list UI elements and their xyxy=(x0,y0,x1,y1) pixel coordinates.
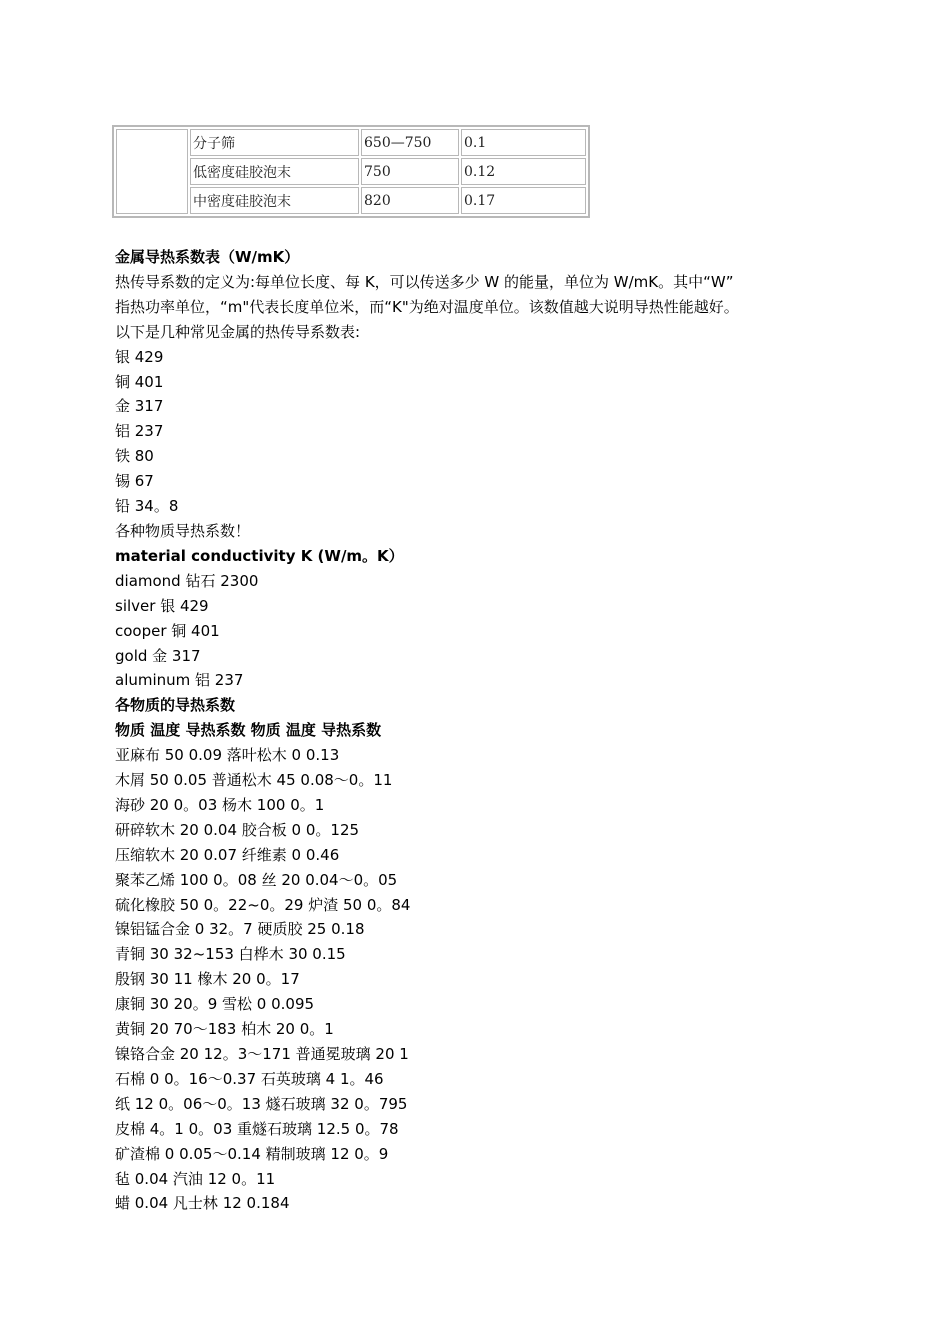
table-cell: 0.12 xyxy=(461,158,586,185)
text-line: 锡 67 xyxy=(115,472,154,491)
text-line: 铁 80 xyxy=(115,447,154,466)
section-heading: material conductivity K (W/m。K） xyxy=(115,546,404,565)
text-line: 亚麻布 50 0.09 落叶松木 0 0.13 xyxy=(115,746,340,765)
text-line: 以下是几种常见金属的热传导系数表: xyxy=(115,322,361,341)
table-cell: 820 xyxy=(361,187,459,214)
text-line: 指热功率单位，“m"代表长度单位米，而“K"为绝对温度单位。该数值越大说明导热性能越好。 xyxy=(115,297,739,316)
text-line: 康铜 30 20。9 雪松 0 0.095 xyxy=(115,995,315,1014)
text-line: 矿渣棉 0 0.05～0.14 精制玻璃 12 0。9 xyxy=(115,1144,389,1163)
text-line: 黄铜 20 70～183 柏木 20 0。1 xyxy=(115,1020,334,1039)
text-line: aluminum 铝 237 xyxy=(115,671,244,690)
section-heading: 金属导热系数表（W/mK） xyxy=(115,248,300,266)
table-cell: 750 xyxy=(361,158,459,185)
text-line: diamond 钻石 2300 xyxy=(115,571,259,590)
text-line: 聚苯乙烯 100 0。08 丝 20 0.04～0。05 xyxy=(115,870,398,889)
table-cell: 中密度硅胶泡末 xyxy=(190,187,359,214)
text-line: 压缩软木 20 0.07 纤维素 0 0.46 xyxy=(115,845,340,864)
text-line: 铝 237 xyxy=(115,422,164,441)
text-line: 各种物质导热系数！ xyxy=(115,521,251,540)
table-row xyxy=(116,129,586,156)
text-line: 石棉 0 0。16～0.37 石英玻璃 4 1。46 xyxy=(115,1069,384,1088)
text-line: 铜 401 xyxy=(115,372,164,391)
text-line: 硫化橡胶 50 0。22~0。29 炉渣 50 0。84 xyxy=(115,895,411,914)
text-line: 镍铝锰合金 0 32。7 硬质胶 25 0.18 xyxy=(115,920,365,939)
text-line: 蜡 0.04 凡士林 12 0.184 xyxy=(115,1194,290,1213)
section-heading: 物质 温度 导热系数 物质 温度 导热系数 xyxy=(115,721,382,740)
text-line: 研碎软木 20 0.04 胶合板 0 0。125 xyxy=(115,820,360,839)
text-line: 金 317 xyxy=(115,397,164,416)
text-line: 纸 12 0。06～0。13 燧石玻璃 32 0。795 xyxy=(115,1094,408,1113)
section-heading: 各物质的导热系数 xyxy=(115,696,236,715)
text-line: gold 金 317 xyxy=(115,646,201,665)
table-cell: 0.1 xyxy=(461,129,586,156)
table-cell: 分子筛 xyxy=(190,129,359,156)
table-body xyxy=(116,129,586,214)
text-line: 毡 0.04 汽油 12 0。11 xyxy=(115,1169,276,1188)
text-line: 青铜 30 32~153 白桦木 30 0.15 xyxy=(115,945,346,964)
table-cell: 低密度硅胶泡末 xyxy=(190,158,359,185)
text-line: 海砂 20 0。03 杨木 100 0。1 xyxy=(115,795,325,814)
text-line: 银 429 xyxy=(115,347,164,366)
text-line: cooper 铜 401 xyxy=(115,621,220,640)
text-line: 热传导系数的定义为:每单位长度、每 K，可以传送多少 W 的能量，单位为 W/mK。其中“W” xyxy=(115,272,734,291)
text-line: silver 银 429 xyxy=(115,596,209,615)
text-line: 镍铬合金 20 12。3～171 普通冕玻璃 20 1 xyxy=(115,1045,409,1063)
table-cell: 0.17 xyxy=(461,187,586,214)
data-table xyxy=(112,125,590,218)
text-line: 铅 34。8 xyxy=(115,497,179,516)
text-line: 殷钢 30 11 橡木 20 0。17 xyxy=(115,970,300,989)
text-line: 木屑 50 0.05 普通松木 45 0.08～0。11 xyxy=(115,771,393,790)
table-merged-cell xyxy=(116,129,188,214)
table-cell: 650—750 xyxy=(361,129,459,156)
document-body xyxy=(115,245,875,1216)
text-line: 皮棉 4。1 0。03 重燧石玻璃 12.5 0。78 xyxy=(115,1119,399,1138)
